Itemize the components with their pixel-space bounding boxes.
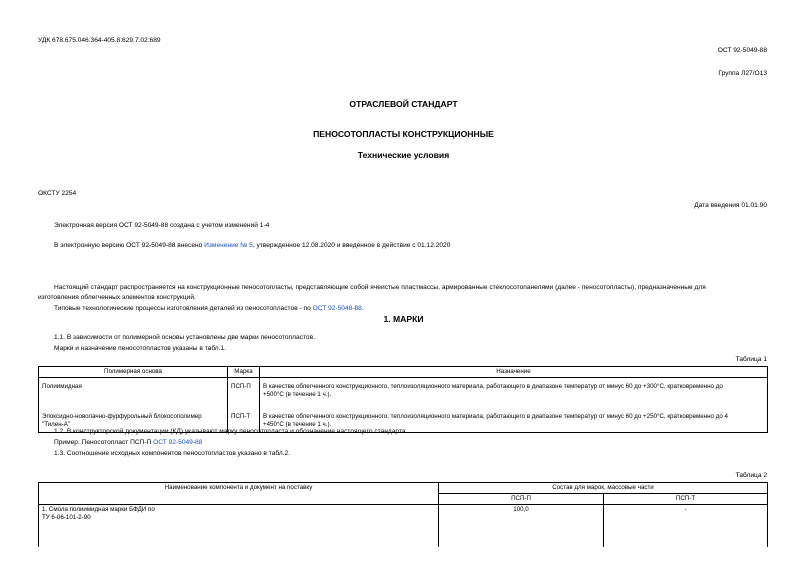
table-2-value-psp-t: - xyxy=(604,505,768,548)
table-1-base-1: Полиимидная xyxy=(39,378,228,412)
group-code: Группа Л27/О13 xyxy=(718,70,767,77)
table-1-purpose-1-line-1: В качестве облегченного конструкционного, теплоизоляционного материала, работающего в диапазоне температур от минус 60 до +300°С, кратковременно до xyxy=(263,383,723,390)
table-1-purpose-1 xyxy=(260,378,768,412)
intro-line-1: Настоящий стандарт распространяется на конструкционные пеносотопласты, представляющие собой ячеистые пластмассы, армированные стеклосотопанелями (далее - пеносотопласты), предназначенные для xyxy=(54,284,706,291)
table-2-value-psp-p: 100,0 xyxy=(439,505,604,548)
table-1-purpose-1-line-2: +500°С (в течение 1 ч.). xyxy=(263,391,332,398)
intro-line-3-suffix: . xyxy=(361,305,364,312)
table-2-header-composition: Состав для марок, массовые части xyxy=(439,483,768,494)
table-2 xyxy=(38,482,768,547)
table-1-base-2-line-1: Эпоксидно-новолачно-фурфурольный блокосополимер xyxy=(42,413,202,420)
table-2-caption: Таблица 2 xyxy=(735,472,767,479)
table-2-component-1 xyxy=(39,505,439,548)
table-2-header-name: Наименование компонента и документ на поставку xyxy=(39,483,439,505)
ost-number: ОСТ 92-5049-88 xyxy=(717,47,767,54)
table-1 xyxy=(38,366,768,433)
change-link[interactable]: Изменение № 5 xyxy=(204,242,253,249)
section-1-p2: Марки и назначение пеносотопластов указаны в табл.1. xyxy=(54,345,226,352)
example-prefix: Пример. Пеносотопласт ПСП-П xyxy=(54,439,154,446)
udk-code: УДК 678.675.046.364-405.8:629.7.02:689 xyxy=(38,37,161,44)
section-1-heading: 1. МАРКИ xyxy=(383,314,424,324)
introduction-date: Дата введения 01.01.90 xyxy=(694,202,767,209)
electronic-version-note: Электронная версия ОСТ 92-5049-88 создана с учетом изменений 1-4 xyxy=(54,222,270,229)
table-1-header-base: Полимерная основа xyxy=(39,367,228,378)
table-1-caption: Таблица 1 xyxy=(735,356,767,363)
ost-5049-link[interactable]: ОСТ 92-5049-88 xyxy=(153,439,203,446)
ost-5048-link[interactable]: ОСТ 92-5048-88 xyxy=(312,305,362,312)
change-note-suffix: , утвержденное 12.08.2020 и введенное в действие с 01.12.2020 xyxy=(252,242,451,249)
table-2-component-1-line-2: ТУ 6-06-101-2-90 xyxy=(42,514,91,521)
table-1-header-purpose: Назначение xyxy=(260,367,768,378)
table-1-base-2-line-2: "Тилен-А" xyxy=(42,421,71,428)
table-1-header-mark: Марка xyxy=(228,367,260,378)
section-1-p12: 1.2. В конструкторской документации (КД) указывают марку пеносотопласта и обозначение настоящего стандарта. xyxy=(54,428,408,435)
table-row xyxy=(39,378,768,412)
table-1-mark-1: ПСП-П xyxy=(228,378,260,412)
intro-line-3 xyxy=(54,305,364,313)
change-note xyxy=(54,242,450,250)
table-2-header-psp-p: ПСП-П xyxy=(439,494,604,505)
document-title: ПЕНОСОТОПЛАСТЫ КОНСТРУКЦИОННЫЕ xyxy=(313,129,494,139)
intro-line-2: изготовления облегченных элементов конструкций. xyxy=(38,294,196,301)
example-line xyxy=(54,439,202,447)
table-1-purpose-2-line-1: В качестве облегченного конструкционного, теплоизоляционного материала, работающего в диапазоне температур от минус 60 до +250°С, кратковременно до 4 xyxy=(263,413,728,420)
table-1-mark-2: ПСП-Т xyxy=(228,411,260,433)
section-1-p13: 1.3. Соотношение исходных компонентов пеносотопластов указано в табл.2. xyxy=(54,450,291,457)
table-row xyxy=(39,505,768,548)
document-subtitle: Технические условия xyxy=(357,150,450,160)
table-2-component-1-line-1: 1. Смола полиимидная марки БФДИ по xyxy=(42,506,155,513)
intro-line-3-prefix: Типовые технологические процессы изготовления деталей из пеносотопластов - по xyxy=(54,305,313,312)
table-1-purpose-2-line-2: +450°С (в течение 1 ч.). xyxy=(263,421,332,428)
standard-title: ОТРАСЛЕВОЙ СТАНДАРТ xyxy=(349,99,458,109)
change-note-prefix: В электронную версию ОСТ 92-5049-88 внесено xyxy=(54,242,205,249)
table-2-header-psp-t: ПСП-Т xyxy=(604,494,768,505)
okstu-code: ОКСТУ 2254 xyxy=(38,190,77,197)
section-1-p1: 1.1. В зависимости от полимерной основы установлены две марки пеносотопластов. xyxy=(54,334,315,341)
